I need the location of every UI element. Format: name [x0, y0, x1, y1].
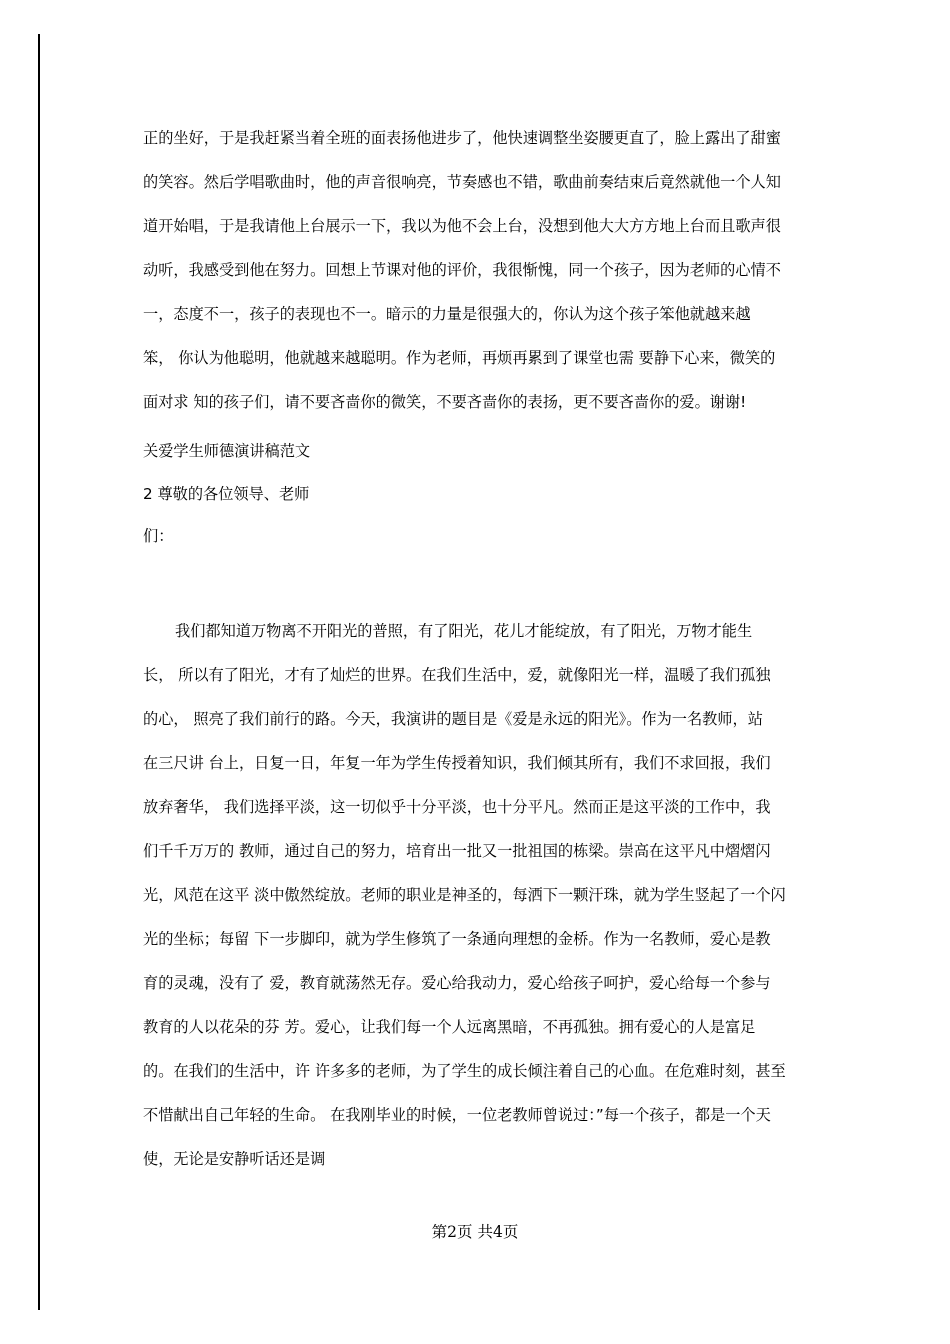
paragraph-line: 道开始唱，于是我请他上台展示一下，我以为他不会上台，没想到他大大方方地上台而且歌声很 [143, 217, 781, 235]
paragraph-line: 一，态度不一，孩子的表现也不一。暗示的力量是很强大的，你认为这个孩子笨他就越来越 [143, 305, 751, 323]
paragraph-line: 教育的人以花朵的芬 芳。爱心，让我们每一个人远离黑暗，不再孤独。拥有爱心的人是富足 [143, 1018, 756, 1036]
paragraph-line: 们千千万万的 教师，通过自己的努力，培育出一批又一批祖国的栋梁。崇高在这平凡中熠熠闪 [143, 842, 771, 860]
paragraph-line: 的。在我们的生活中，许 许多多的老师，为了学生的成长倾注着自己的心血。在危难时刻，甚至 [143, 1062, 786, 1080]
left-margin-rule [38, 34, 40, 1310]
paragraph-line: 的笑容。然后学唱歌曲时，他的声音很响亮，节奏感也不错，歌曲前奏结束后竟然就他一个人知 [143, 173, 781, 191]
paragraph-line: 在三尺讲 台上，日复一日，年复一年为学生传授着知识，我们倾其所有，我们不求回报，我们 [143, 754, 771, 772]
paragraph-line: 正的坐好，于是我赶紧当着全班的面表扬他进步了，他快速调整坐姿腰更直了，脸上露出了甜蜜 [143, 129, 781, 147]
paragraph-line: 光，风范在这平 淡中傲然绽放。老师的职业是神圣的，每洒下一颗汗珠，就为学生竖起了一个闪 [143, 886, 786, 904]
paragraph-line: 的心， 照亮了我们前行的路。今天，我演讲的题目是《爱是永远的阳光》。作为一名教师，站 [143, 710, 763, 728]
salutation-line: 们： [143, 527, 174, 545]
paragraph-line: 不惜献出自己年轻的生命。 在我刚毕业的时候，一位老教师曾说过：”每一个孩子，都是一个天 [143, 1106, 771, 1124]
paragraph-line: 面对求 知的孩子们，请不要吝啬你的微笑，不要吝啬你的表扬，更不要吝啬你的爱。谢谢! [143, 393, 747, 411]
paragraph-line: 我们都知道万物离不开阳光的普照，有了阳光，花儿才能绽放，有了阳光，万物才能生 [175, 622, 753, 640]
paragraph-line: 动听，我感受到他在努力。回想上节课对他的评价，我很惭愧，同一个孩子，因为老师的心情不 [143, 261, 781, 279]
salutation-line: 2 尊敬的各位领导、老师 [143, 485, 310, 503]
paragraph-line: 长， 所以有了阳光，才有了灿烂的世界。在我们生活中，爱，就像阳光一样，温暖了我们孤独 [143, 666, 771, 684]
paragraph-line: 使，无论是安静听话还是调 [143, 1150, 326, 1168]
paragraph-line: 放弃奢华， 我们选择平淡，这一切似乎十分平淡，也十分平凡。然而正是这平淡的工作中，我 [143, 798, 771, 816]
paragraph-line: 光的坐标；每留 下一步脚印，就为学生修筑了一条通向理想的金桥。作为一名教师，爱心是教 [143, 930, 771, 948]
paragraph-line: 育的灵魂，没有了 爱，教育就荡然无存。爱心给我动力，爱心给孩子呵护，爱心给每一个参与 [143, 974, 771, 992]
section-heading: 关爱学生师德演讲稿范文 [143, 442, 311, 460]
paragraph-line: 笨， 你认为他聪明，他就越来越聪明。作为老师，再烦再累到了课堂也需 要静下心来，微笑的 [143, 349, 776, 367]
page-number-footer: 第2页 共4页 [431, 1223, 519, 1241]
